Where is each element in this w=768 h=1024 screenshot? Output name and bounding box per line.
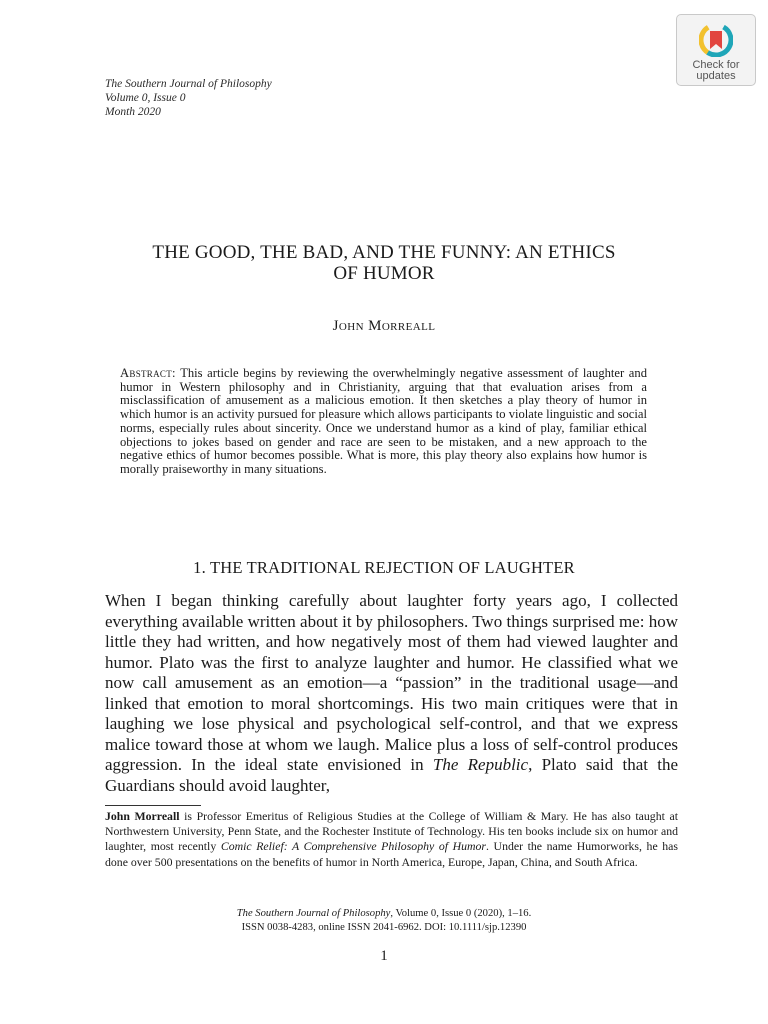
check-for-updates-icon — [699, 23, 733, 57]
citation-issn-doi: ISSN 0038-4283, online ISSN 2041-6962. DOI: 10.1111/sjp.12390 — [241, 922, 527, 933]
citation-journal: The Southern Journal of Philosophy — [236, 908, 391, 919]
journal-header — [105, 77, 272, 119]
journal-volume: Volume 0, Issue 0 — [105, 92, 186, 104]
page-number: 1 — [380, 948, 388, 964]
title-line-1: THE GOOD, THE BAD, AND THE FUNNY: AN ETHICS — [152, 242, 616, 263]
body-paragraph — [105, 591, 678, 796]
body-text-part-2: , Plato said that the Guardians should avoid laughter, — [105, 755, 679, 795]
footnote-divider — [105, 805, 201, 806]
book-title-the-republic: The Republic — [432, 755, 529, 774]
article-title — [100, 242, 668, 284]
body-text-part-1: When I began thinking carefully about laughter forty years ago, I collected everything available written about it by philosophers. Two things surprised me: how little they had written, and how negatively most of them had viewed laughter and humor. Plato was the first to analyze laughter and humor. He classified what we now call amusement as an emotion—a “passion” in the traditional usage—and linked that emotion to moral shortcomings. His two main critiques were that in laughing we lose physical and psychological self-control, and that we express malice toward those at whom we laugh. Malice plus a loss of self-control produces aggression. In the ideal state envisioned in — [105, 591, 678, 774]
abstract-text: This article begins by reviewing the overwhelmingly negative assessment of laughter and humor in Western philosophy and in Christianity, arguing that that evaluation arises from a misclassification of amusement as a malicious emotion. It then sketches a play theory of humor in which humor is an activity pursued for pleasure which allows participants to violate linguistic and social norms, especially rules about sincerity. Once we understand humor as a kind of play, familiar ethical objections to jokes based on gender and race are seen to be mistaken, and a new approach to the negative ethics of humor becomes possible. What is more, this play theory also explains how humor is morally praiseworthy in many situations. — [120, 366, 647, 476]
footnote-book-title: Comic Relief: A Comprehensive Philosophy of Humor — [220, 839, 487, 854]
journal-date: Month 2020 — [105, 106, 161, 118]
check-for-updates-label: Check for updates — [692, 59, 740, 82]
citation-line-1 — [0, 907, 768, 921]
abstract-label: Abstract: — [120, 366, 176, 380]
author-footnote — [105, 809, 678, 870]
footnote-text-part-1: is Professor Emeritus of Religious Studies at the College of William & Mary. He has also taught at Northwestern University, Penn State, and the Rochester Institute of Technology. His ten books include six on humor and laughter, most recently — [105, 809, 678, 854]
title-line-2: OF HUMOR — [333, 263, 435, 284]
abstract — [120, 367, 647, 477]
footnote-author-name: John Morreall — [105, 809, 180, 823]
section-heading: 1. THE TRADITIONAL REJECTION OF LAUGHTER — [193, 558, 575, 577]
journal-name: The Southern Journal of Philosophy — [105, 78, 272, 90]
footnote-text-part-2: . Under the name Humorworks, he has done over 500 presentations on the benefits of humor in North America, Europe, Japan, China, and South Africa. — [105, 839, 678, 869]
citation-details: , Volume 0, Issue 0 (2020), 1–16. — [390, 908, 532, 919]
citation-footer — [0, 907, 768, 935]
check-for-updates-button[interactable] — [676, 14, 756, 86]
author-name: John Morreall — [332, 318, 436, 334]
